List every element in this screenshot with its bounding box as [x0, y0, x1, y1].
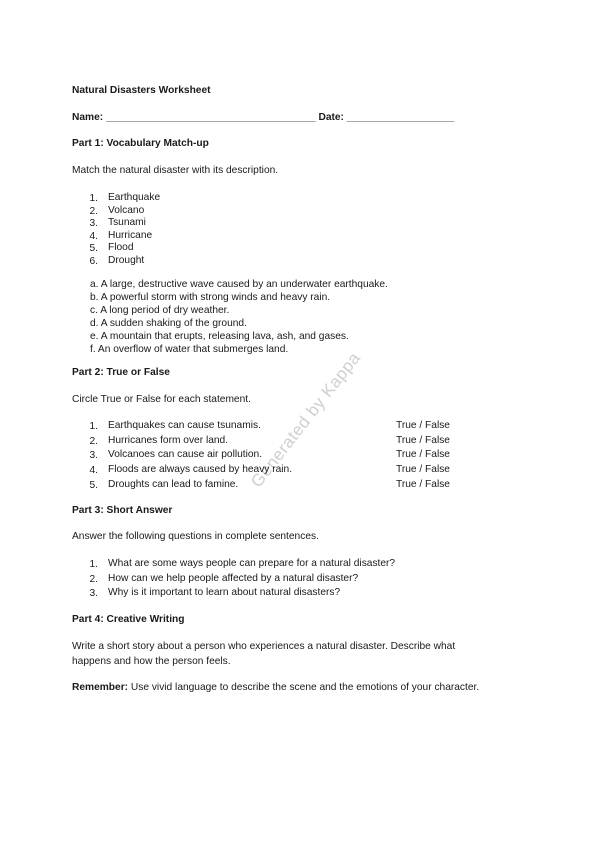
part4-prompt-line2: happens and how the person feels. — [72, 656, 231, 667]
date-label: Date: — [318, 112, 344, 123]
name-label: Name: — [72, 112, 104, 123]
part2-instruction: Circle True or False for each statement. — [72, 394, 251, 405]
part2-heading: Part 2: True or False — [72, 367, 170, 378]
list-item: a. A large, destructive wave caused by an underwater earthquake. — [90, 279, 388, 290]
watermark: Generated by Kappa — [247, 348, 365, 491]
remember-label: Remember: — [72, 682, 129, 693]
part1-heading: Part 1: Vocabulary Match-up — [72, 138, 209, 149]
true-false-choice: True / False — [396, 479, 450, 490]
true-false-choice: True / False — [396, 435, 450, 446]
part4-prompt-line1: Write a short story about a person who experiences a natural disaster. Describe what — [72, 641, 456, 652]
name-blank: _____________________________________ — [105, 112, 316, 123]
true-false-choice: True / False — [396, 449, 450, 460]
worksheet-page: Generated by Kappa Natural Disasters Worksheet Name: _____________________________________ Date: ___________________ Part 1: Vocabulary Match-up Match the natural disaster with its description. 1. Earthquake 2. Volcano 3. Tsunami 4. Hurricane 5. Flood 6. Drought a. A large, destructive wave caused by an underwater earthquake. b. A powerful storm with strong winds and heavy rain. c. A long period of dry weather. d. A sudden shaking of the ground. e. A mountain that erupts, releasing lava, ash, and gases. f. An overflow of water that submerges land. Part 2: True or False Circle True or False for each statement. 1. Earthquakes can cause tsunamis. True / False 2. Hurricanes form over land. True / False 3. Volcanoes can cause air pollution. True / False 4. Floods are always caused by heavy rain. True / False 5. Droughts can lead to famine. True / False Part 3: Short Answer Answer the following questions in complete sentences. 1. What are some ways people can prepare for a natural disaster? 2. How can we help people affected by a natural disaster? 3. Why is it important to learn about natural disasters? Part 4: Creative Writing Write a short story about a person who experiences a natural disaster. Describe what happens and how the person feels. Remember: Use vivid language to describe the scene and the emotions of your character. — [72, 85, 480, 693]
list-item: e. A mountain that erupts, releasing lava, ash, and gases. — [90, 331, 349, 342]
list-item: b. A powerful storm with strong winds and heavy rain. — [90, 292, 331, 303]
list-item: f. An overflow of water that submerges land. — [90, 344, 289, 355]
page-title: Natural Disasters Worksheet — [72, 85, 211, 96]
part3-heading: Part 3: Short Answer — [72, 505, 173, 516]
remember-note — [72, 683, 479, 693]
remember-text: Use vivid language to describe the scene and the emotions of your character. — [128, 682, 480, 693]
name-date-line — [72, 113, 454, 123]
part4-heading: Part 4: Creative Writing — [72, 614, 185, 625]
list-item: d. A sudden shaking of the ground. — [90, 318, 247, 329]
part1-instruction: Match the natural disaster with its description. — [72, 165, 279, 176]
list-item: c. A long period of dry weather. — [90, 305, 230, 316]
true-false-choice: True / False — [396, 420, 450, 431]
date-blank: ___________________ — [346, 112, 455, 123]
part3-instruction: Answer the following questions in complete sentences. — [72, 531, 319, 542]
true-false-choice: True / False — [396, 464, 450, 475]
